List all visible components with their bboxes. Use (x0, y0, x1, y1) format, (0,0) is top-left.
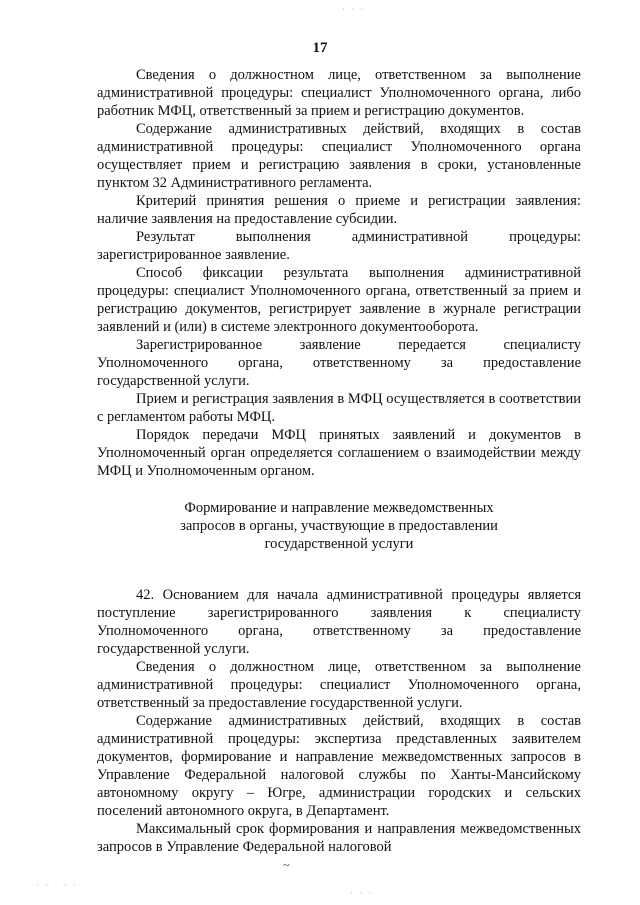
paragraph: Зарегистрированное заявление передается специалисту Уполномоченного органа, ответственному за предоставление государственной услуги. (97, 337, 581, 389)
handwritten-mark: ~ (283, 858, 290, 872)
paragraph: Сведения о должностном лице, ответственном за выполнение административной процедуры: специалист Уполномоченного органа, либо работник МФЦ, ответственный за прием и регистрацию документов. (97, 67, 581, 119)
scan-artifact: · · · (350, 888, 374, 898)
paragraph: Порядок передачи МФЦ принятых заявлений и документов в Уполномоченный орган определяется соглашением о взаимодействии между МФЦ и Уполномоченным органом. (97, 427, 581, 479)
paragraph: Результат выполнения административной процедуры: зарегистрированное заявление. (97, 229, 581, 263)
page-number: 17 (312, 40, 328, 56)
paragraph: Содержание административных действий, входящих в состав административной процедуры: специалист Уполномоченного органа осуществляет прием и регистрацию заявления в сроки, установленные пунктом 32 Административного регламента. (97, 121, 581, 191)
section-heading-line: государственной услуги (264, 536, 414, 552)
paragraph: Прием и регистрация заявления в МФЦ осуществляется в соответствии с регламентом работы МФЦ. (97, 391, 581, 425)
section-heading (97, 480, 581, 586)
paragraph: 42. Основанием для начала административной процедуры является поступление зарегистрированного заявления к специалисту Уполномоченного органа, ответственному за предоставление государственной услуги. (97, 587, 581, 657)
paragraph: Содержание административных действий, входящих в состав административной процедуры: экспертиза представленных заявителем документов, формирование и направление межведомственных запросов в Управление Федеральной налоговой службы по Ханты-Мансийскому автономному округу – Югре, администрации городских и сельских поселений автономного округа, в Департамент. (97, 713, 581, 819)
scan-artifact: · · · (342, 4, 366, 14)
paragraph: Сведения о должностном лице, ответственном за выполнение административной процедуры: специалист Уполномоченного органа, ответственный за предоставление государственной услуги. (97, 659, 581, 711)
section-heading-line: запросов в органы, участвующие в предоставлении (180, 518, 498, 534)
paragraph: Критерий принятия решения о приеме и регистрации заявления: наличие заявления на предоставление субсидии. (97, 193, 581, 227)
paragraph: Максимальный срок формирования и направления межведомственных запросов в Управление Федеральной налоговой (97, 821, 581, 855)
document-body (97, 66, 581, 856)
paragraph: Способ фиксации результата выполнения административной процедуры: специалист Уполномоченного органа, ответственный за прием и регистрацию документов, регистрирует заявление в журнале регистрации заявлений и (или) в системе электронного документооборота. (97, 265, 581, 335)
section-heading-line: Формирование и направление межведомственных (184, 500, 494, 516)
scan-artifact: · · · · · (36, 880, 78, 890)
